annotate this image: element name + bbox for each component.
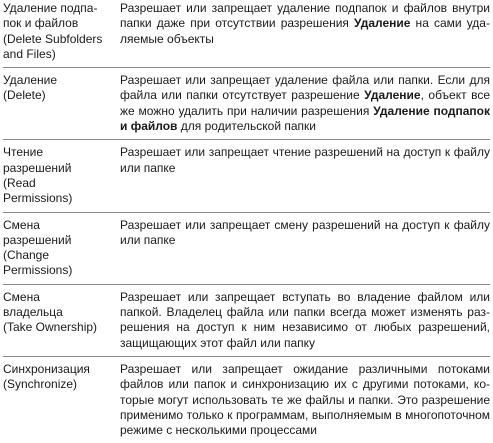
permission-description bbox=[114, 0, 490, 68]
permission-name-line: Удаление bbox=[3, 73, 58, 88]
permission-reference: Удаление bbox=[354, 16, 411, 31]
permission-row bbox=[3, 356, 490, 443]
permission-name-line: (Synchronize) bbox=[3, 377, 78, 392]
permission-name-line: and Files) bbox=[3, 46, 56, 61]
permission-name-line: разрешений bbox=[3, 232, 72, 247]
permission-row bbox=[3, 212, 490, 284]
permission-name-line: Permissions) bbox=[3, 191, 73, 206]
permission-name bbox=[3, 212, 114, 284]
permission-reference: Удаление подпапок и файлов bbox=[120, 103, 490, 134]
permission-name-line: (Change bbox=[3, 248, 50, 263]
description-text: Разрешает или запрещает чтение разрешений на доступ к файлу или папке bbox=[120, 145, 490, 175]
description-text: , объект все же можно удалить при наличии разрешения bbox=[120, 88, 491, 118]
permission-name-line: Синхронизация bbox=[3, 361, 90, 376]
description-text: Разрешает или запрещает смену разрешений на доступ к файлу или папке bbox=[120, 217, 490, 247]
permission-row bbox=[3, 68, 490, 140]
permission-name-line: Удаление подпа- bbox=[3, 1, 98, 15]
description-text: для родительской папки bbox=[177, 119, 317, 134]
permission-row bbox=[3, 140, 490, 212]
permissions-table bbox=[3, 0, 490, 443]
permission-reference: Удаление bbox=[364, 88, 421, 103]
description-text: Разрешает или запрещает ожидание различными потоками файлов или папок и синхронизацию их с другими потоками, которые могут использовать те же файлы и папки. Это разрешение применимо только к программам, выполняемым в многопоточном режиме с несколькими процессами bbox=[120, 361, 490, 438]
permission-row bbox=[3, 0, 490, 68]
permission-name-line: Чтение bbox=[3, 145, 44, 160]
permission-name-line: Permissions) bbox=[3, 263, 73, 278]
permission-name-line: (Read bbox=[3, 175, 36, 190]
permission-name-line: (Take Ownership) bbox=[3, 320, 98, 335]
permission-name bbox=[3, 0, 114, 68]
permission-name-line: (Delete) bbox=[3, 88, 46, 103]
permission-description bbox=[114, 68, 490, 140]
permission-name-line: владельца bbox=[3, 305, 63, 320]
permission-name bbox=[3, 284, 114, 356]
permission-description bbox=[114, 356, 490, 443]
permission-name-line: пок и файлов bbox=[3, 16, 79, 31]
description-text: Разрешает или запрещает вступать во владение файлом или папкой. Владелец файла или папки всегда может изменять разрешения на доступ к ним независимо от любых разрешений, защищающих этот файл или папку bbox=[120, 289, 490, 350]
permission-name-line: (Delete Subfolders bbox=[3, 31, 103, 46]
permission-name bbox=[3, 356, 114, 443]
permission-name-line: разрешений bbox=[3, 160, 72, 175]
description-text: на сами удаляемые объекты bbox=[120, 16, 490, 46]
permission-name-line: Смена bbox=[3, 217, 40, 232]
permission-name-line: Смена bbox=[3, 289, 40, 304]
permission-name bbox=[3, 68, 114, 140]
permission-description bbox=[114, 212, 490, 284]
permission-name bbox=[3, 140, 114, 212]
permissions-table-body bbox=[3, 0, 490, 443]
permission-row bbox=[3, 284, 490, 356]
description-text: Разрешает или запрещает удаление файла или папки. Если для файла или папки отсутствует разрешение bbox=[120, 73, 490, 103]
description-text: Разрешает или запрещает удаление подпапок и файлов внутри папки даже при отсутствии разрешения bbox=[120, 1, 490, 31]
permission-description bbox=[114, 284, 490, 356]
permission-description bbox=[114, 140, 490, 212]
